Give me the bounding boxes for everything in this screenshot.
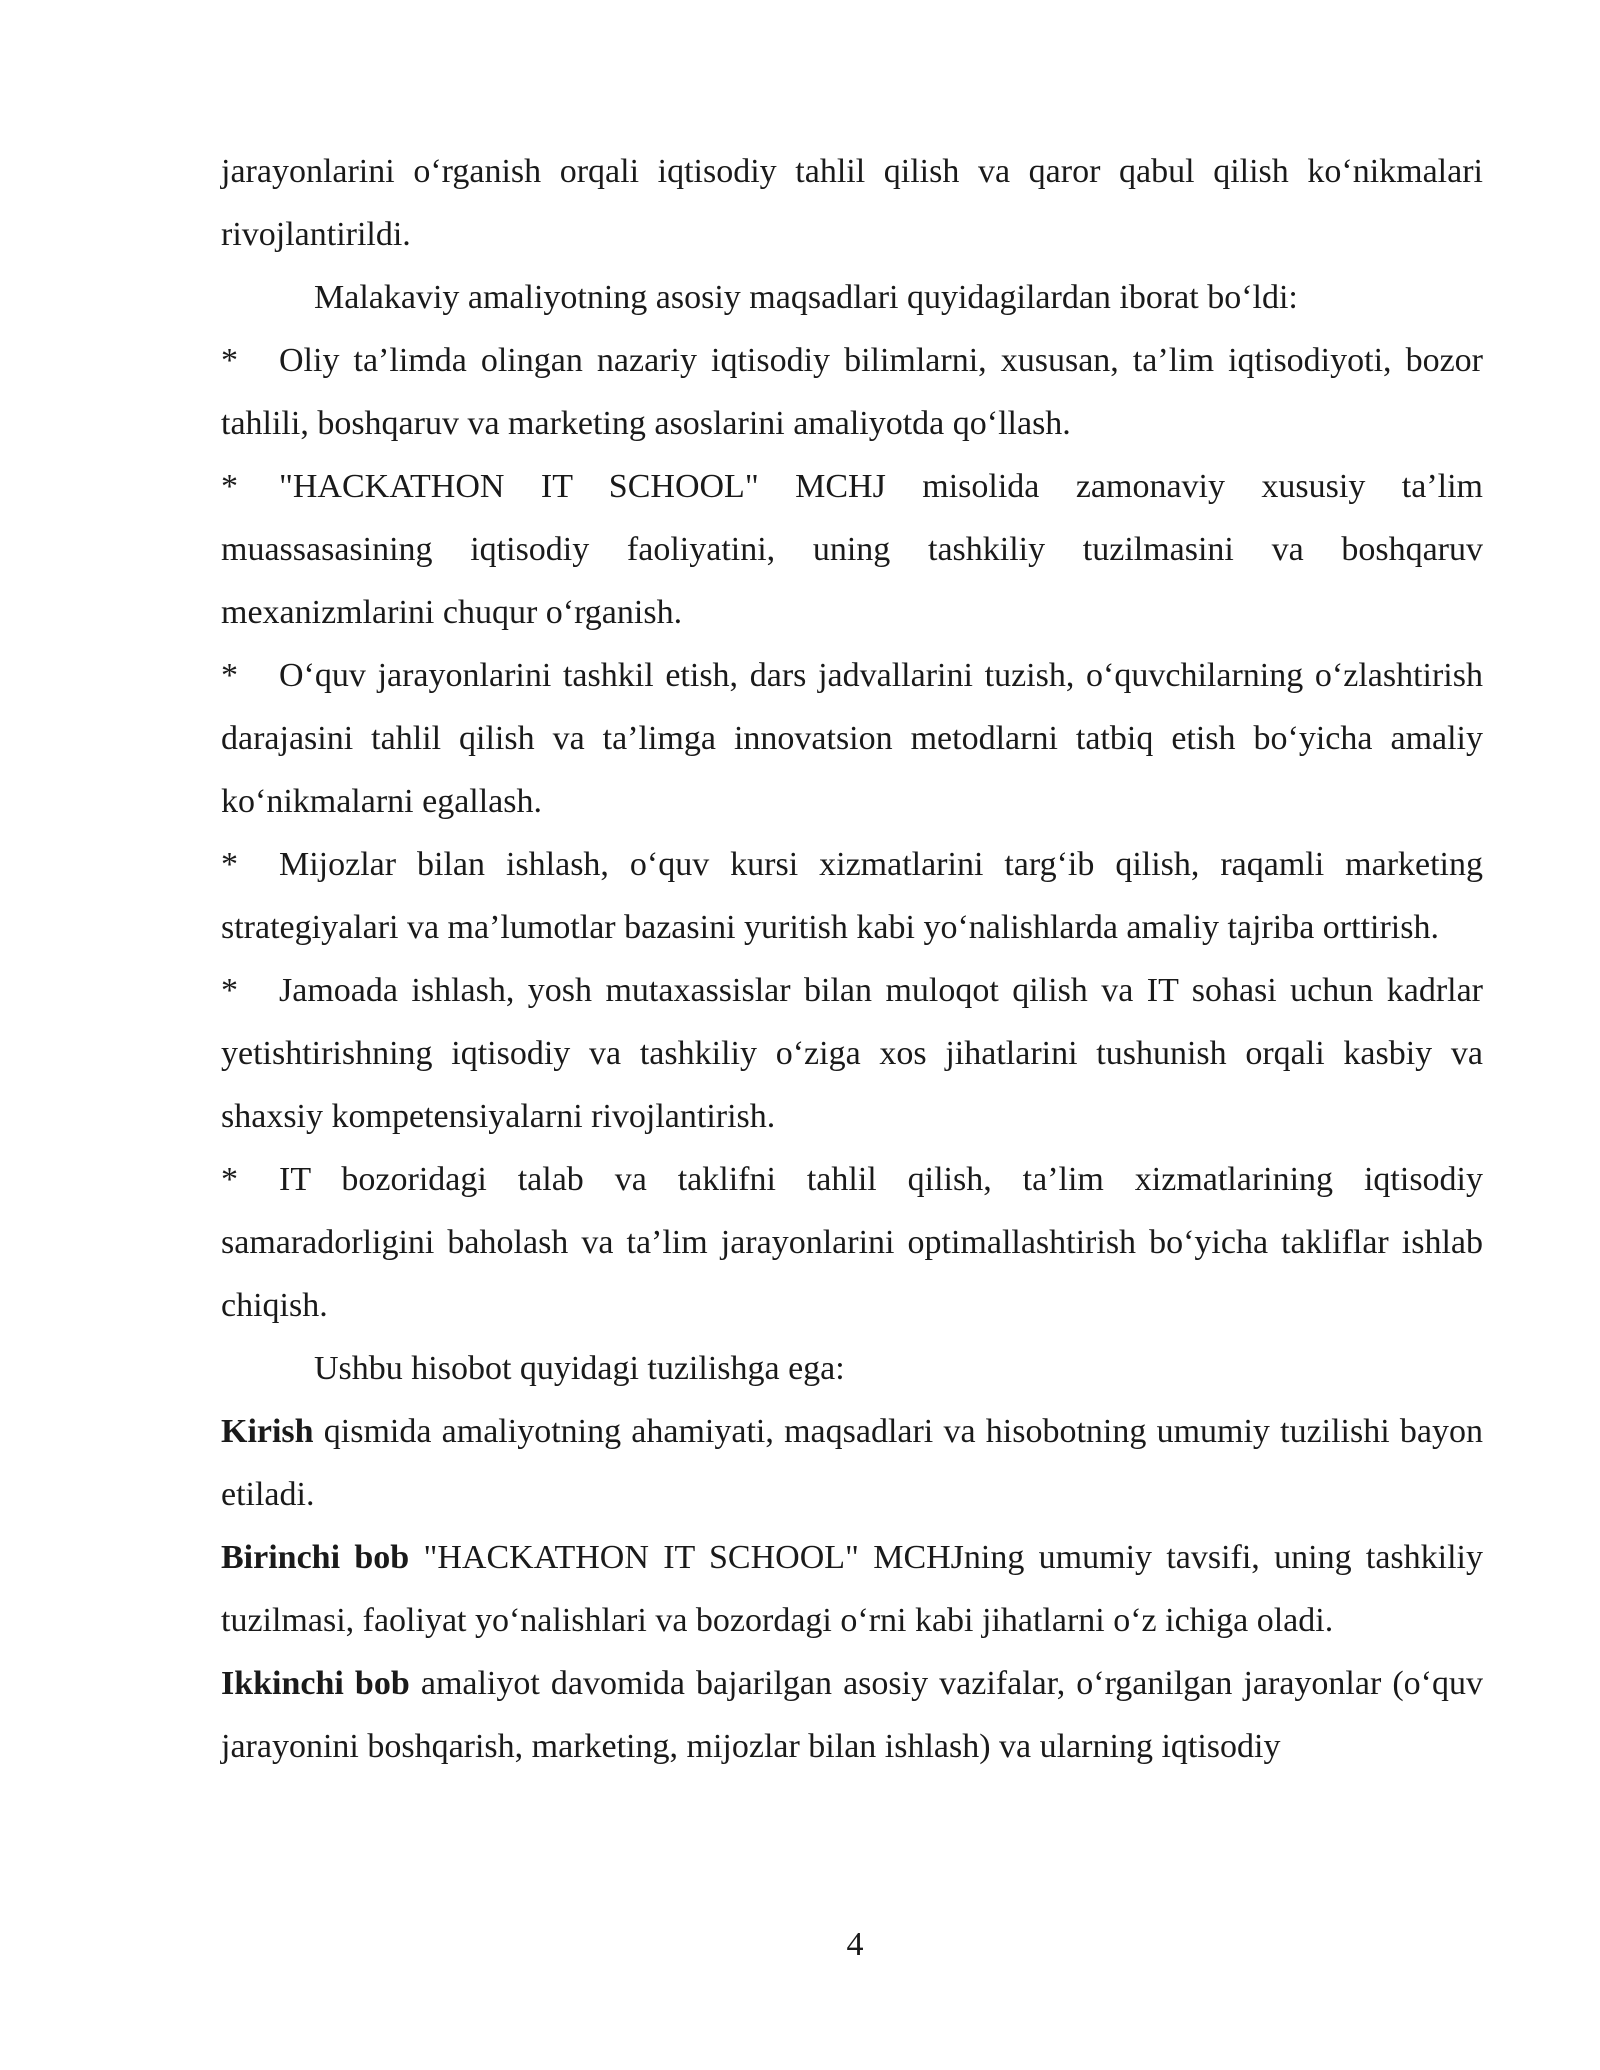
- goal-item-3: [221, 644, 1483, 833]
- bullet-star: *: [221, 972, 238, 1009]
- bullet-star: *: [221, 657, 238, 694]
- bullet-star: *: [221, 846, 238, 883]
- goal-text: Mijozlar bilan ishlash, o‘quv kursi xizmatlarini targ‘ib qilish, raqamli marketing strategiyalari va ma’lumotlar bazasini yuritish kabi yo‘nalishlarda amaliy tajriba orttirish.: [221, 846, 1483, 946]
- structure-description: "HACKATHON IT SCHOOL" MCHJning umumiy tavsifi, uning tashkiliy tuzilmasi, faoliyat yo‘nalishlari va bozordagi o‘rni kabi jihatlarni o‘z ichiga oladi.: [221, 1539, 1483, 1639]
- goal-text: "HACKATHON IT SCHOOL" MCHJ misolida zamonaviy xususiy ta’lim muassasasining iqtisodiy faoliyatini, uning tashkiliy tuzilmasini va boshqaruv mexanizmlarini chuqur o‘rganish.: [221, 468, 1483, 631]
- document-page: [221, 140, 1483, 1778]
- goal-text: O‘quv jarayonlarini tashkil etish, dars jadvallarini tuzish, o‘quvchilarning o‘zlashtirish darajasini tahlil qilish va ta’limga innovatsion metodlarni tatbiq etish bo‘yicha amaliy ko‘nikmalarni egallash.: [221, 657, 1483, 820]
- bullet-star: *: [221, 1161, 238, 1198]
- structure-term: Kirish: [221, 1413, 314, 1450]
- goal-item-6: [221, 1148, 1483, 1337]
- structure-description: qismida amaliyotning ahamiyati, maqsadlari va hisobotning umumiy tuzilishi bayon etiladi.: [221, 1413, 1483, 1513]
- goal-item-5: [221, 959, 1483, 1148]
- goal-text: IT bozoridagi talab va taklifni tahlil qilish, ta’lim xizmatlarining iqtisodiy samaradorligini baholash va ta’lim jarayonlarini optimallashtirish bo‘yicha takliflar ishlab chiqish.: [221, 1161, 1483, 1324]
- bullet-star: *: [221, 468, 238, 505]
- structure-item-introduction: [221, 1400, 1483, 1526]
- structure-description: amaliyot davomida bajarilgan asosiy vazifalar, o‘rganilgan jarayonlar (o‘quv jarayonini boshqarish, marketing, mijozlar bilan ishlash) va ularning iqtisodiy: [221, 1665, 1484, 1765]
- goal-item-2: [221, 455, 1483, 644]
- structure-item-chapter-two: [221, 1652, 1483, 1778]
- goal-text: Jamoada ishlash, yosh mutaxassislar bilan muloqot qilish va IT sohasi uchun kadrlar yetishtirishning iqtisodiy va tashkiliy o‘ziga xos jihatlarini tushunish orqali kasbiy va shaxsiy kompetensiyalarni rivojlantirish.: [221, 972, 1483, 1135]
- intro-paragraph: jarayonlarini o‘rganish orqali iqtisodiy tahlil qilish va qaror qabul qilish ko‘nikmalari rivojlantirildi.: [221, 153, 1483, 253]
- structure-heading: Ushbu hisobot quyidagi tuzilishga ega:: [314, 1350, 845, 1387]
- structure-term: Birinchi bob: [221, 1539, 410, 1576]
- structure-term: Ikkinchi bob: [221, 1665, 410, 1702]
- bullet-star: *: [221, 342, 238, 379]
- goal-text: Oliy ta’limda olingan nazariy iqtisodiy bilimlarni, xususan, ta’lim iqtisodiyoti, bozor tahlili, boshqaruv va marketing asoslarini amaliyotda qo‘llash.: [221, 342, 1483, 442]
- page-number: 4: [846, 1926, 864, 1963]
- structure-item-chapter-one: [221, 1526, 1483, 1652]
- goal-item-1: [221, 329, 1483, 455]
- goal-item-4: [221, 833, 1483, 959]
- goals-heading: Malakaviy amaliyotning asosiy maqsadlari quyidagilardan iborat bo‘ldi:: [314, 279, 1298, 316]
